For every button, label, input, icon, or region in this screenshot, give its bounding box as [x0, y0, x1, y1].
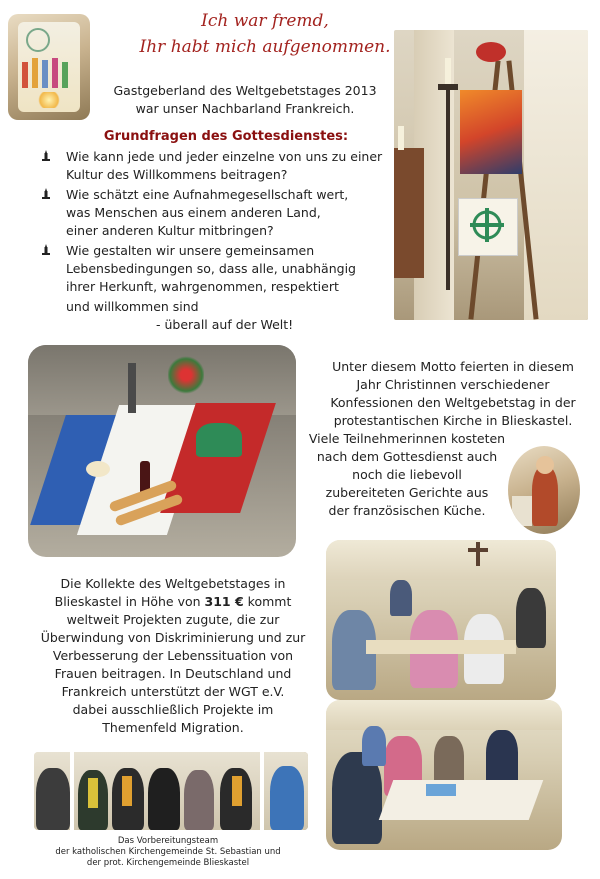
- team-caption: Das Vorbereitungsteam der katholischen Kirchengemeinde St. Sebastian und der prot. Kirchengemeinde Blieskastel: [55, 836, 281, 868]
- collection-text: Die Kollekte des Weltgebetstages in Blieskastel in Höhe von 311 € kommt weltweit Projekten zugute, die zur Überwindung von Diskriminierung und zur Verbesserung der Lebenssituation von Frauen beitragen. In Deutschland und Frankreich unterstützt der WGT e.V. dabei ausschließlich Projekte im Themenfeld Migration.: [40, 576, 306, 735]
- altar-photo: [394, 30, 588, 320]
- french-table-photo: [28, 345, 296, 557]
- hall-photo-top: [326, 540, 556, 700]
- intro-line-1: Gastgeberland des Weltgebetstages 2013: [113, 83, 377, 98]
- questions-list: [38, 148, 394, 296]
- motto-text-2: Viele Teilnehmerinnen kosteten nach dem Gottesdienst auch noch die liebevoll zubereiteten Gerichte aus der französischen Küche.: [308, 431, 506, 518]
- candle-bullet-icon: [40, 150, 52, 162]
- hall-photo-bottom: [326, 700, 562, 850]
- kitchen-photo: [508, 446, 580, 534]
- questions-tail-1: und willkommen sind: [66, 299, 199, 314]
- list-item: Wie kann jede und jeder einzelne von uns zu einer Kultur des Willkommens beitragen?: [38, 148, 394, 184]
- list-item: Wie gestalten wir unsere gemeinsamen Lebensbedingungen so, dass alle, unabhängig ihrer Herkunft, wahrgenommen, respektiert: [38, 242, 394, 296]
- lantern-photo: [8, 14, 90, 120]
- title-line-1: Ich war fremd,: [201, 11, 329, 31]
- candle-bullet-icon: [40, 188, 52, 200]
- collection-amount: 311 €: [204, 594, 244, 609]
- candle-bullet-icon: [40, 244, 52, 256]
- title-line-2: Ihr habt mich aufgenommen.: [139, 37, 391, 57]
- page-title: [120, 8, 410, 60]
- wgt-logo-icon: [466, 204, 508, 246]
- intro-line-2: war unser Nachbarland Frankreich.: [135, 101, 355, 116]
- intro-text: [100, 82, 390, 118]
- team-photo: [34, 752, 308, 830]
- motto-text: Unter diesem Motto feierten in diesem Jahr Christinnen verschiedener Konfessionen den Weltgebetstag in der protestantischen Kirche in Blieskastel.: [330, 359, 576, 428]
- questions-tail-2: - überall auf der Welt!: [156, 317, 294, 332]
- questions-heading: Grundfragen des Gottesdienstes:: [103, 129, 349, 144]
- questions-section: [38, 128, 394, 334]
- list-item: Wie schätzt eine Aufnahmegesellschaft wert, was Menschen aus einem anderen Land, einer anderen Kultur mitbringen?: [38, 186, 394, 240]
